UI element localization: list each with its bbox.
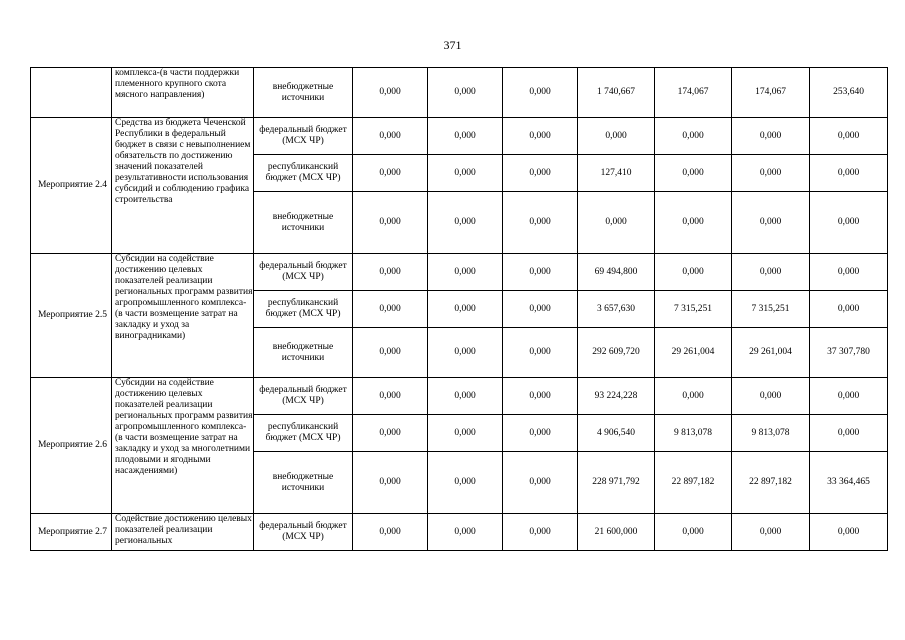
amount-cell: 3 657,630 <box>578 291 655 328</box>
funding-source-cell: федеральный бюджет (МСХ ЧР) <box>254 118 353 155</box>
amount-cell: 0,000 <box>353 254 428 291</box>
amount-cell: 0,000 <box>732 155 810 192</box>
amount-cell: 0,000 <box>428 118 503 155</box>
amount-cell: 1 740,667 <box>578 68 655 118</box>
amount-cell: 0,000 <box>353 514 428 551</box>
funding-source-cell: федеральный бюджет (МСХ ЧР) <box>254 514 353 551</box>
amount-cell: 0,000 <box>503 118 578 155</box>
amount-cell: 0,000 <box>503 192 578 254</box>
funding-source-cell: республиканский бюджет (МСХ ЧР) <box>254 291 353 328</box>
amount-cell: 0,000 <box>578 118 655 155</box>
amount-cell: 0,000 <box>732 118 810 155</box>
table-row <box>31 378 888 415</box>
amount-cell: 0,000 <box>503 254 578 291</box>
amount-cell: 69 494,800 <box>578 254 655 291</box>
amount-cell: 0,000 <box>810 118 888 155</box>
amount-cell: 0,000 <box>655 192 732 254</box>
amount-cell: 253,640 <box>810 68 888 118</box>
amount-cell: 0,000 <box>353 415 428 452</box>
amount-cell: 174,067 <box>655 68 732 118</box>
amount-cell: 0,000 <box>732 192 810 254</box>
amount-cell: 0,000 <box>732 254 810 291</box>
table-row <box>31 514 888 551</box>
amount-cell: 0,000 <box>428 68 503 118</box>
amount-cell: 93 224,228 <box>578 378 655 415</box>
funding-source-cell: внебюджетные источники <box>254 68 353 118</box>
amount-cell: 0,000 <box>428 452 503 514</box>
funding-source-cell: внебюджетные источники <box>254 328 353 378</box>
event-name-cell <box>31 68 112 118</box>
table-row <box>31 254 888 291</box>
amount-cell: 29 261,004 <box>732 328 810 378</box>
amount-cell: 9 813,078 <box>732 415 810 452</box>
amount-cell: 0,000 <box>655 118 732 155</box>
amount-cell: 22 897,182 <box>655 452 732 514</box>
amount-cell: 0,000 <box>428 155 503 192</box>
amount-cell: 0,000 <box>810 192 888 254</box>
event-name-cell: Мероприятие 2.6 <box>31 378 112 514</box>
amount-cell: 0,000 <box>503 291 578 328</box>
event-description-cell: Субсидии на содействие достижению целевых показателей реализации региональных программ развития агропромышленного комплекса-(в части возмещение затрат на закладку и уход за многолетними плодовыми и ягодными насаждениями) <box>112 378 254 514</box>
event-description-cell: Субсидии на содействие достижению целевых показателей реализации региональных программ развития агропромышленного комплекса-(в части возмещение затрат на закладку и уход за виноградниками) <box>112 254 254 378</box>
amount-cell: 0,000 <box>810 291 888 328</box>
amount-cell: 0,000 <box>353 155 428 192</box>
event-description-cell: Содействие достижению целевых показателей реализации региональных <box>112 514 254 551</box>
event-description-cell: Средства из бюджета Чеченской Республики в федеральный бюджет в связи с невыполнением обязательств по достижению значений показателей результативности использования субсидий и соблюдению графика строительства <box>112 118 254 254</box>
amount-cell: 0,000 <box>353 118 428 155</box>
funding-source-cell: республиканский бюджет (МСХ ЧР) <box>254 155 353 192</box>
amount-cell: 0,000 <box>655 378 732 415</box>
amount-cell: 0,000 <box>503 514 578 551</box>
page-number: 371 <box>443 38 462 52</box>
funding-source-cell: внебюджетные источники <box>254 192 353 254</box>
amount-cell: 228 971,792 <box>578 452 655 514</box>
amount-cell: 22 897,182 <box>732 452 810 514</box>
amount-cell: 0,000 <box>353 452 428 514</box>
event-name-cell: Мероприятие 2.4 <box>31 118 112 254</box>
amount-cell: 0,000 <box>810 514 888 551</box>
amount-cell: 0,000 <box>810 378 888 415</box>
amount-cell: 0,000 <box>732 514 810 551</box>
amount-cell: 0,000 <box>353 68 428 118</box>
amount-cell: 292 609,720 <box>578 328 655 378</box>
amount-cell: 9 813,078 <box>655 415 732 452</box>
table-row <box>31 68 888 118</box>
amount-cell: 21 600,000 <box>578 514 655 551</box>
amount-cell: 0,000 <box>810 254 888 291</box>
amount-cell: 37 307,780 <box>810 328 888 378</box>
amount-cell: 0,000 <box>353 192 428 254</box>
amount-cell: 0,000 <box>578 192 655 254</box>
amount-cell: 29 261,004 <box>655 328 732 378</box>
amount-cell: 127,410 <box>578 155 655 192</box>
amount-cell: 0,000 <box>655 254 732 291</box>
amount-cell: 0,000 <box>503 378 578 415</box>
amount-cell: 0,000 <box>353 291 428 328</box>
amount-cell: 0,000 <box>655 155 732 192</box>
funding-source-cell: федеральный бюджет (МСХ ЧР) <box>254 378 353 415</box>
amount-cell: 0,000 <box>353 378 428 415</box>
amount-cell: 0,000 <box>353 328 428 378</box>
amount-cell: 0,000 <box>428 378 503 415</box>
event-name-cell: Мероприятие 2.5 <box>31 254 112 378</box>
amount-cell: 0,000 <box>428 192 503 254</box>
funding-source-cell: федеральный бюджет (МСХ ЧР) <box>254 254 353 291</box>
amount-cell: 0,000 <box>428 415 503 452</box>
amount-cell: 4 906,540 <box>578 415 655 452</box>
table-row <box>31 118 888 155</box>
amount-cell: 7 315,251 <box>732 291 810 328</box>
amount-cell: 0,000 <box>810 155 888 192</box>
amount-cell: 0,000 <box>503 155 578 192</box>
funding-source-cell: республиканский бюджет (МСХ ЧР) <box>254 415 353 452</box>
funding-source-cell: внебюджетные источники <box>254 452 353 514</box>
amount-cell: 0,000 <box>503 68 578 118</box>
amount-cell: 0,000 <box>503 415 578 452</box>
amount-cell: 33 364,465 <box>810 452 888 514</box>
amount-cell: 7 315,251 <box>655 291 732 328</box>
amount-cell: 174,067 <box>732 68 810 118</box>
amount-cell: 0,000 <box>428 514 503 551</box>
amount-cell: 0,000 <box>428 328 503 378</box>
event-name-cell: Мероприятие 2.7 <box>31 514 112 551</box>
amount-cell: 0,000 <box>810 415 888 452</box>
amount-cell: 0,000 <box>428 291 503 328</box>
amount-cell: 0,000 <box>503 328 578 378</box>
amount-cell: 0,000 <box>732 378 810 415</box>
budget-table <box>30 67 888 551</box>
amount-cell: 0,000 <box>503 452 578 514</box>
amount-cell: 0,000 <box>428 254 503 291</box>
amount-cell: 0,000 <box>655 514 732 551</box>
event-description-cell: комплекса-(в части поддержки племенного крупного скота мясного направления) <box>112 68 254 118</box>
